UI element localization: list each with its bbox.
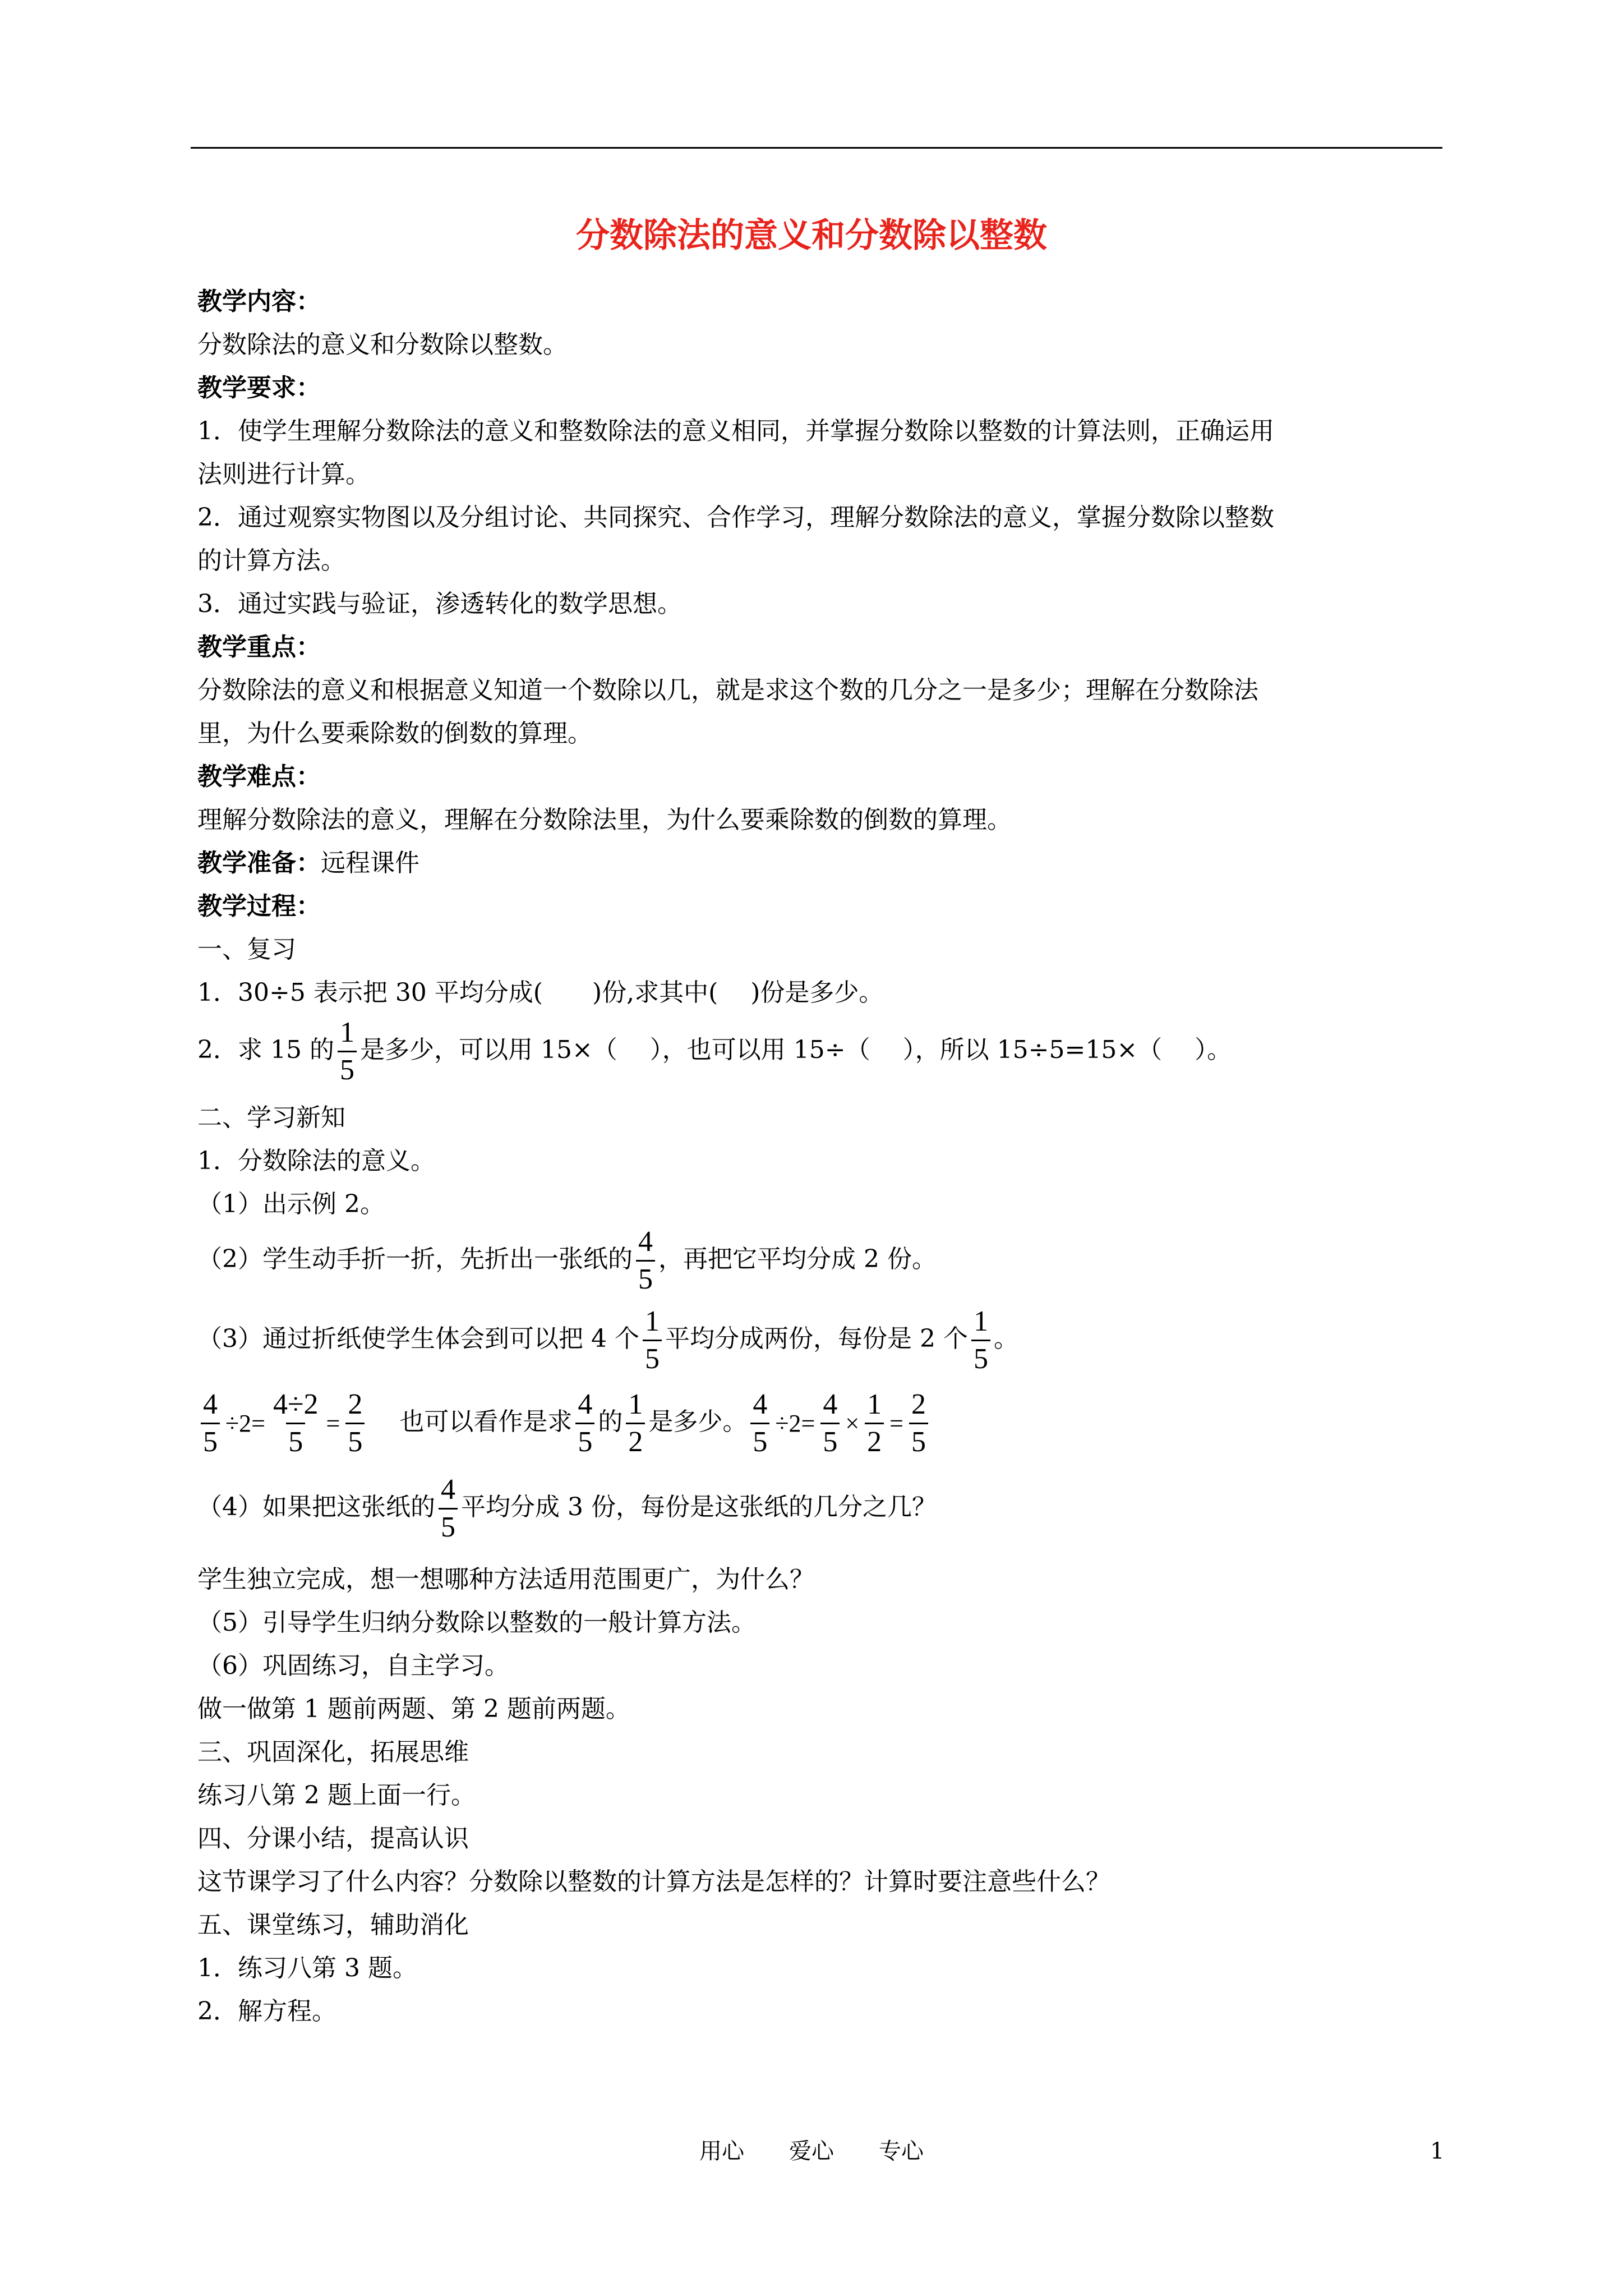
key-points-heading: 教学重点： [197, 633, 321, 661]
new-item-1: 1．分数除法的意义。 [197, 1147, 435, 1175]
fraction-one-half: $\frac{1}{2}$ [865, 1390, 884, 1457]
fraction-four-fifths: $\frac{4}{5}$ [636, 1227, 655, 1294]
content-text: 分数除法的意义和分数除以整数。 [197, 330, 568, 359]
process-heading: 教学过程： [197, 892, 321, 921]
fraction-four-fifths: $\frac{4}{5}$ [750, 1390, 769, 1457]
fraction-two-fifths: $\frac{2}{5}$ [909, 1390, 928, 1457]
section-5-item-2: 2．解方程。 [197, 1997, 336, 2026]
difficulty-heading: 教学难点： [197, 762, 321, 791]
fraction-two-fifths: $\frac{2}{5}$ [345, 1390, 365, 1457]
fraction-one-half: $\frac{1}{2}$ [626, 1390, 645, 1457]
new-knowledge-heading: 二、学习新知 [197, 1103, 345, 1132]
requirements-heading: 教学要求： [197, 374, 321, 402]
fraction-one-fifth: $\frac{1}{5}$ [338, 1018, 357, 1085]
equation-line: $\frac{4}{5}$ ÷2= $\frac{4\div 2}{5}$ = $\frac{2}{5}$ 也可以看作是求 $\frac{4}{5}$ 的 $\frac{1}{2}$ 是多少。 $\frac{4}{5}$ ÷2= $\frac{4}{5}$ × $\frac{1}{2}$ = $\frac{2}{5}$ [197, 1390, 932, 1457]
section-3-heading: 三、巩固深化，拓展思维 [197, 1738, 469, 1766]
fraction-four-fifths: $\frac{4}{5}$ [439, 1475, 458, 1542]
footer-motto: 用心 爱心 专心 [699, 2138, 924, 2164]
step-2: （2）学生动手折一折，先折出一张纸的 $\frac{4}{5}$ ，再把它平均分成 2 份。 [197, 1226, 937, 1295]
page-title: 分数除法的意义和分数除以整数 [576, 216, 1047, 255]
key-points-a: 分数除法的意义和根据意义知道一个数除以几，就是求这个数的几分之一是多少；理解在分数除法 [197, 676, 1258, 705]
independent-work: 学生独立完成，想一想哪种方法适用范围更广，为什么？ [197, 1565, 814, 1594]
section-5-item-1: 1．练习八第 3 题。 [197, 1954, 417, 1982]
preparation-heading: 教学准备： [197, 849, 321, 877]
step-6: （6）巩固练习，自主学习。 [197, 1651, 509, 1680]
fraction-one-fifth: $\frac{1}{5}$ [971, 1307, 990, 1374]
review-heading: 一、复习 [197, 935, 296, 964]
requirement-3: 3．通过实践与验证，渗透转化的数学思想。 [197, 590, 682, 618]
section-3-text: 练习八第 2 题上面一行。 [197, 1781, 476, 1810]
review-item-2: 2．求 15 的 $\frac{1}{5}$ 是多少，可以用 15×（ ），也可以用 15÷（ ），所以 15÷5=15×（ ）。 [197, 1016, 1232, 1086]
step-1: （1）出示例 2。 [197, 1190, 385, 1218]
section-4-text: 这节课学习了什么内容？分数除以整数的计算方法是怎样的？计算时要注意些什么？ [197, 1867, 1110, 1896]
fraction-four-fifths: $\frac{4}{5}$ [201, 1390, 220, 1457]
review-item-1: 1．30÷5 表示把 30 平均分成( )份,求其中( )份是多少。 [197, 978, 884, 1007]
step-3: （3）通过折纸使学生体会到可以把 4 个 $\frac{1}{5}$ 平均分成两份，每份是 2 个 $\frac{1}{5}$ 。 [197, 1305, 1018, 1375]
content-heading: 教学内容： [197, 287, 321, 316]
preparation-text: 远程课件 [321, 849, 419, 877]
fraction-four-fifths: $\frac{4}{5}$ [575, 1390, 594, 1457]
section-5-heading: 五、课堂练习，辅助消化 [197, 1911, 469, 1939]
requirement-1b: 法则进行计算。 [197, 460, 370, 489]
header-rule [191, 147, 1442, 149]
requirement-2a: 2．通过观察实物图以及分组讨论、共同探究、合作学习，理解分数除法的意义，掌握分数除以整数 [197, 503, 1274, 532]
requirement-1a: 1．使学生理解分数除法的意义和整数除法的意义相同，并掌握分数除以整数的计算法则，正确运用 [197, 417, 1274, 445]
step-4: （4）如果把这张纸的 $\frac{4}{5}$ 平均分成 3 份，每份是这张纸的几分之几？ [197, 1474, 937, 1543]
page-number: 1 [1430, 2138, 1445, 2164]
fraction-one-fifth: $\frac{1}{5}$ [643, 1307, 662, 1374]
requirement-2b: 的计算方法。 [197, 546, 345, 575]
fraction-four-fifths: $\frac{4}{5}$ [820, 1390, 840, 1457]
difficulty-text: 理解分数除法的意义，理解在分数除法里，为什么要乘除数的倒数的算理。 [197, 806, 1012, 834]
key-points-b: 里，为什么要乘除数的倒数的算理。 [197, 719, 592, 748]
fraction-four-div-two-over-five: $\frac{4\div 2}{5}$ [273, 1388, 319, 1458]
step-5: （5）引导学生归纳分数除以整数的一般计算方法。 [197, 1608, 756, 1637]
practice-items: 做一做第 1 题前两题、第 2 题前两题。 [197, 1695, 630, 1723]
section-4-heading: 四、分课小结，提高认识 [197, 1824, 469, 1853]
preparation-line [197, 846, 419, 880]
